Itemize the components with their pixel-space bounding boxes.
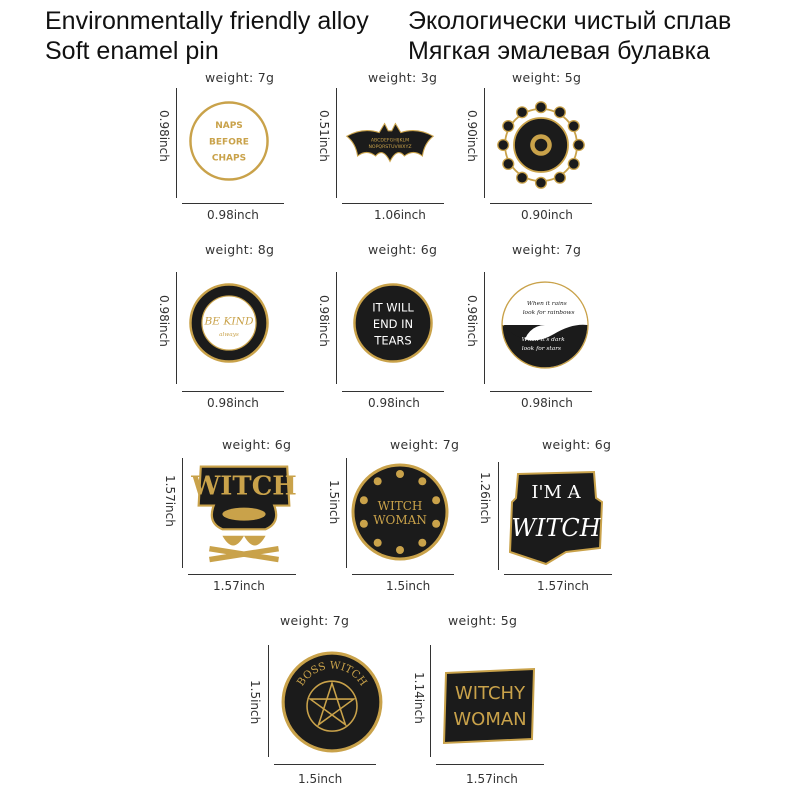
pin-text: I'M A — [531, 482, 581, 503]
pin-weight: weight: 3g — [368, 70, 438, 85]
pin-weight: weight: 7g — [280, 613, 350, 628]
round-black-pin-icon — [352, 282, 434, 364]
pin-text: When it's dark — [521, 337, 565, 344]
pin-width-label: 1.5inch — [298, 772, 343, 786]
pin-text: WITCH — [511, 514, 601, 542]
pin-width-label: 1.06inch — [374, 208, 426, 222]
pin-text: WOMAN — [373, 513, 427, 527]
pin-height-label: 1.26inch — [478, 472, 492, 524]
pin-width-label: 1.57inch — [466, 772, 518, 786]
pin-text: look for stars — [521, 346, 562, 353]
pin-width-label: 1.57inch — [213, 579, 265, 593]
pin-weight: weight: 6g — [222, 437, 292, 452]
witchy-woman-pin-icon — [440, 655, 540, 755]
pin-height-label: 0.98inch — [157, 110, 171, 162]
be-kind-pin-icon — [188, 282, 270, 364]
width-dimension-line — [490, 203, 592, 204]
pin-width-label: 0.98inch — [207, 208, 259, 222]
pin-width-label: 0.98inch — [368, 396, 420, 410]
width-dimension-line — [436, 764, 544, 765]
pin-text: WOMAN — [453, 709, 527, 730]
pin-text: IT WILL — [372, 300, 414, 315]
pentagram-pin-icon — [280, 650, 384, 754]
pin-text: BE KIND — [204, 314, 254, 328]
pin-weight: weight: 7g — [205, 70, 275, 85]
width-dimension-line — [342, 391, 444, 392]
pin-weight: weight: 5g — [512, 70, 582, 85]
height-dimension-line — [484, 272, 485, 384]
im-a-witch-pin-icon — [506, 468, 606, 568]
pin-width-label: 0.98inch — [521, 396, 573, 410]
width-dimension-line — [342, 203, 444, 204]
pin-text: WITCH — [377, 499, 423, 513]
header-ru-line2: Мягкая эмалевая булавка — [408, 37, 710, 65]
pin-text: When it rains — [526, 301, 567, 308]
pin-text: BOSS WITCH — [294, 659, 370, 689]
pin-height-label: 1.5inch — [248, 680, 262, 725]
pin-weight: weight: 6g — [368, 242, 438, 257]
pin-weight: weight: 6g — [542, 437, 612, 452]
pin-width-label: 1.57inch — [537, 579, 589, 593]
pin-height-label: 1.57inch — [163, 475, 177, 527]
pin-text: NAPS — [215, 120, 243, 131]
pin-weight: weight: 7g — [512, 242, 582, 257]
pin-height-label: 0.98inch — [317, 295, 331, 347]
pin-weight: weight: 8g — [205, 242, 275, 257]
moon-phase-pin-icon — [350, 462, 450, 562]
width-dimension-line — [188, 574, 296, 575]
pin-height-label: 1.14inch — [412, 672, 426, 724]
height-dimension-line — [176, 272, 177, 384]
width-dimension-line — [182, 391, 284, 392]
pin-height-label: 0.90inch — [465, 110, 479, 162]
pin-text: always — [219, 332, 239, 339]
pin-width-label: 1.5inch — [386, 579, 431, 593]
pin-text: CHAPS — [211, 153, 247, 164]
height-dimension-line — [176, 88, 177, 198]
pin-text: look for rainbows — [522, 310, 575, 317]
height-dimension-line — [430, 645, 431, 757]
pin-text: END IN — [372, 316, 414, 331]
pin-width-label: 0.90inch — [521, 208, 573, 222]
pin-text: BEFORE — [209, 137, 249, 148]
pin-weight: weight: 5g — [448, 613, 518, 628]
bat-pin-icon — [345, 120, 435, 165]
height-dimension-line — [336, 88, 337, 198]
height-dimension-line — [484, 88, 485, 198]
header-en-line2: Soft enamel pin — [45, 37, 219, 65]
pin-text: TEARS — [374, 333, 412, 348]
width-dimension-line — [182, 203, 284, 204]
pin-text: NOPQRSTUVWXYZ — [368, 144, 412, 150]
pin-text: ABCDEFGHIJKLM — [370, 138, 410, 144]
pin-weight: weight: 7g — [390, 437, 460, 452]
round-white-pin-icon — [188, 100, 270, 182]
height-dimension-line — [336, 272, 337, 384]
pin-height-label: 1.5inch — [327, 480, 341, 525]
pin-height-label: 0.98inch — [157, 295, 171, 347]
cauldron-pin-icon — [190, 458, 298, 566]
width-dimension-line — [352, 574, 454, 575]
height-dimension-line — [182, 458, 183, 568]
header-en-line1: Environmentally friendly alloy — [45, 7, 369, 35]
height-dimension-line — [268, 645, 269, 757]
yin-yang-pin-icon — [500, 280, 590, 370]
pin-height-label: 0.51inch — [317, 110, 331, 162]
height-dimension-line — [498, 462, 499, 570]
height-dimension-line — [346, 458, 347, 568]
header-ru-line1: Экологически чистый сплав — [408, 7, 732, 35]
pin-text: WITCHY — [454, 683, 526, 704]
pin-width-label: 0.98inch — [207, 396, 259, 410]
width-dimension-line — [504, 574, 612, 575]
pin-height-label: 0.98inch — [465, 295, 479, 347]
pin-text: WITCH — [191, 471, 297, 502]
width-dimension-line — [490, 391, 592, 392]
width-dimension-line — [274, 764, 376, 765]
sun-wheel-pin-icon — [496, 100, 586, 190]
